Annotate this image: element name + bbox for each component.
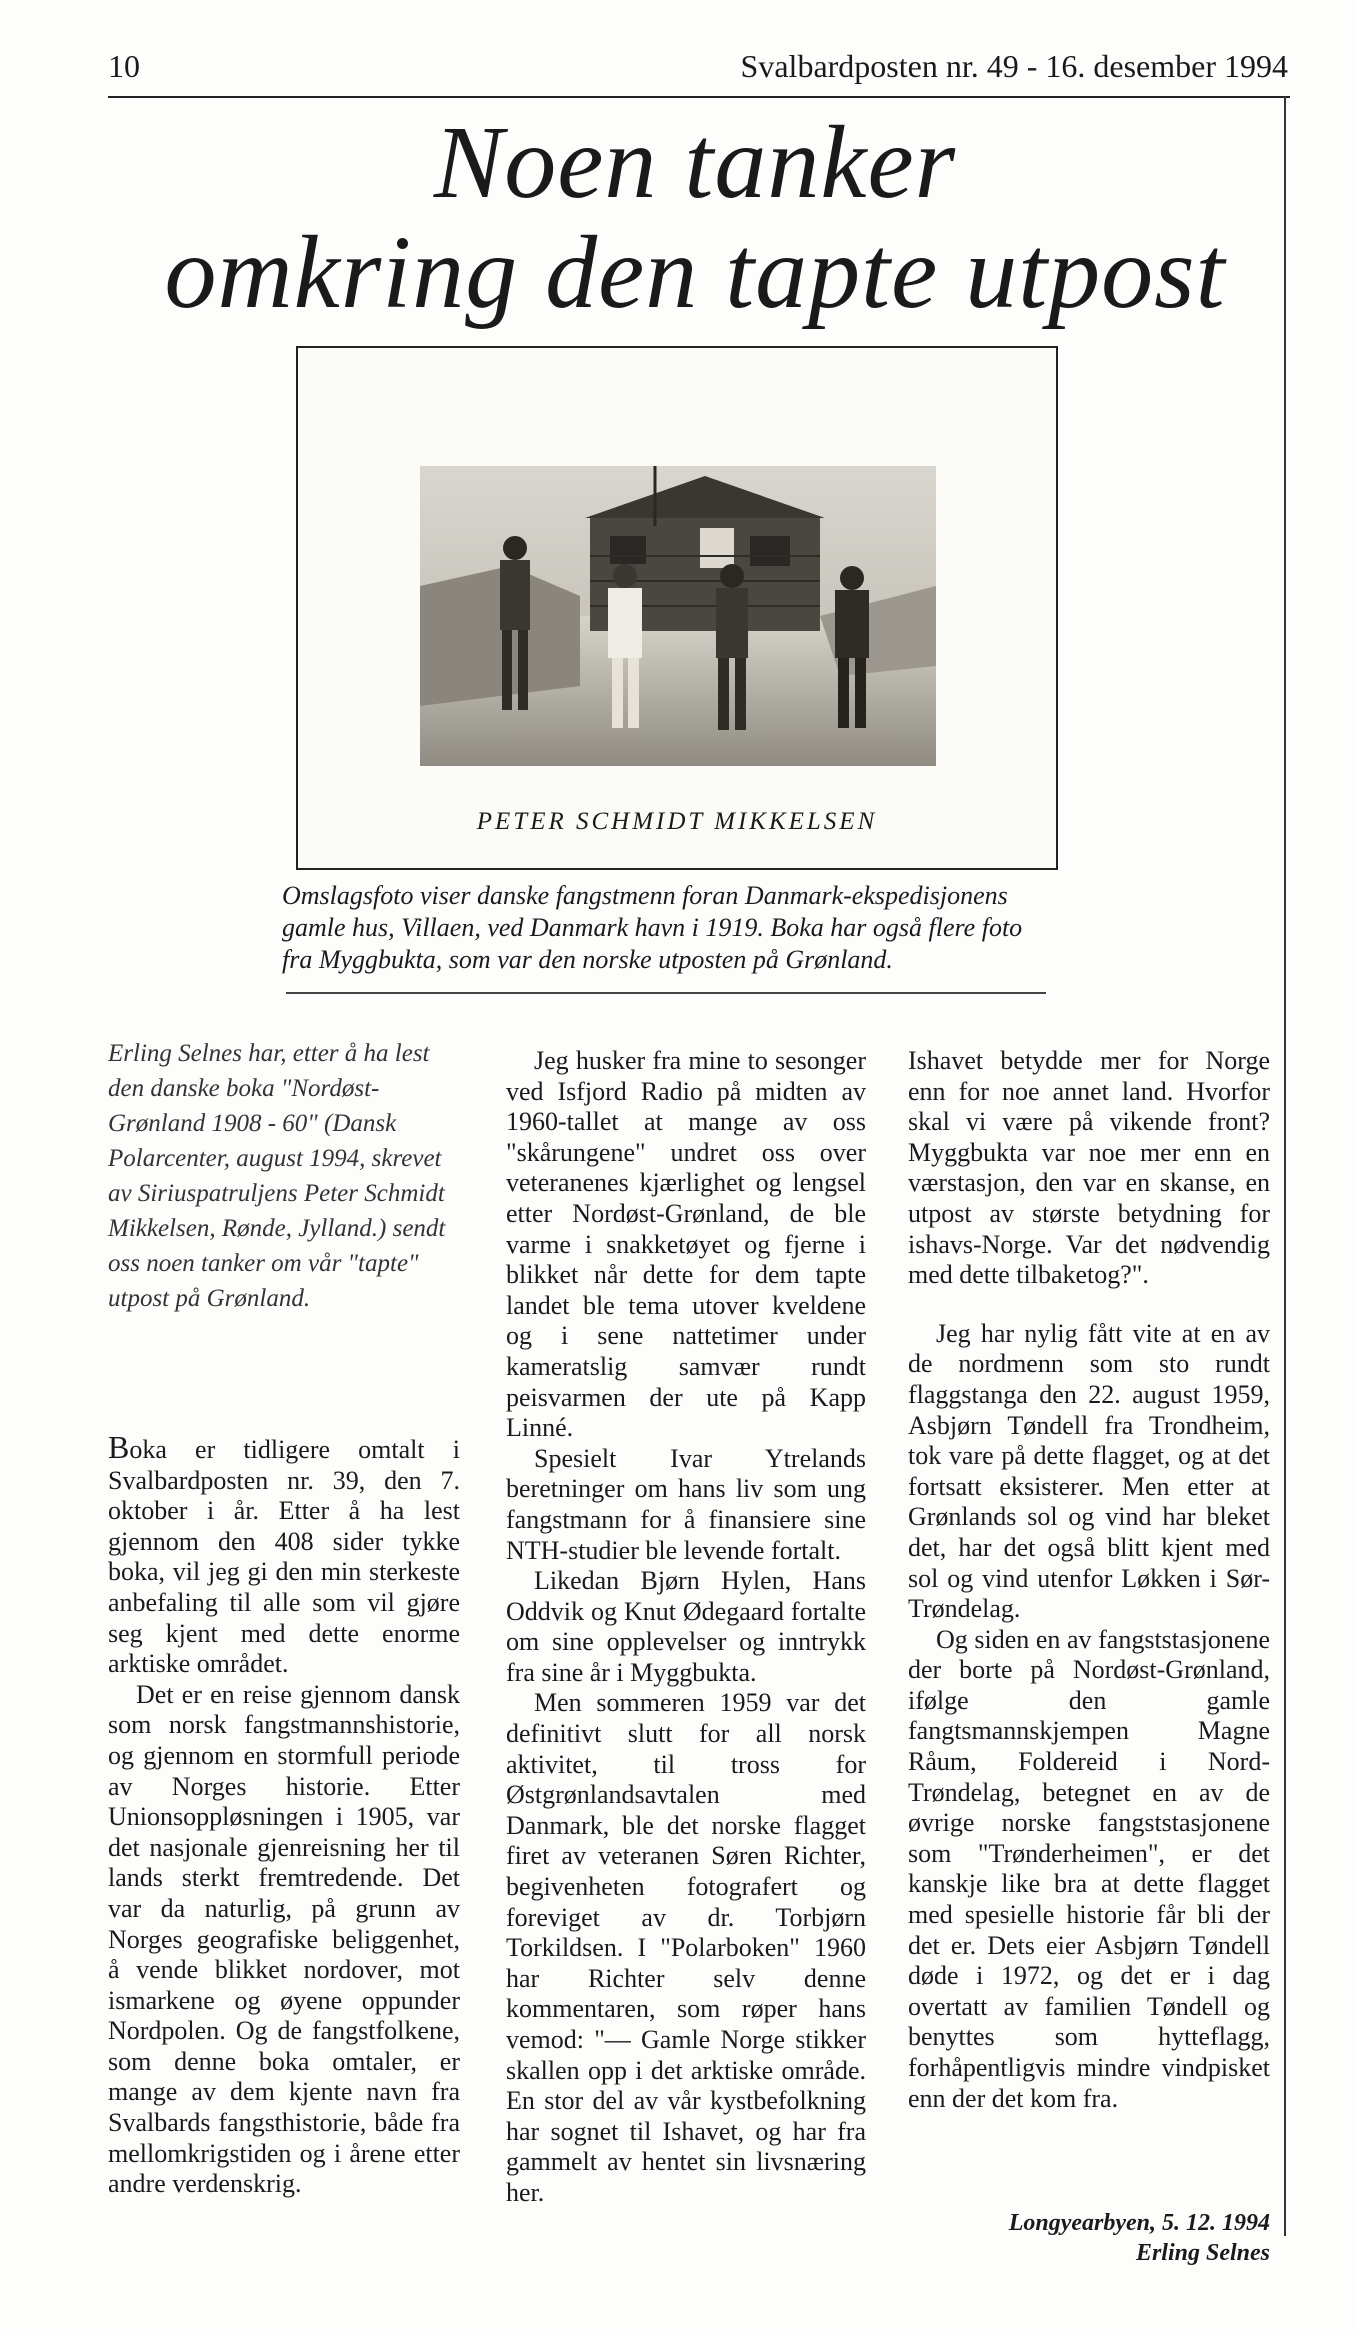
column-2-paragraph-1: Jeg husker fra mine to sesonger ved Isfjord Radio på midten av 1960-tallet at mange av oss "skårungene" undret oss over veteranenes kjærlighet og lengsel etter Nordøst-Grønland, de ble varme i snakketøyet og fjerne i blikket når dette for dem tapte landet ble tema utover kveldene og i sene nattetimer under kameratslig samvær rundt peisvarmen der ute på Kapp Linné. (506, 1046, 866, 1443)
column-1-paragraph-1 (108, 1429, 460, 1680)
photo-image (420, 466, 936, 766)
photo-credit: PETER SCHMIDT MIKKELSEN (476, 808, 878, 835)
photo-caption: Omslagsfoto viser danske fangstmenn foran Danmark-ekspedisjonens gamle hus, Villaen, ved Danmark havn i 1919. Boka har også flere foto fra Myggbukta, som var den norske utposten på Grønland. (282, 881, 1023, 974)
header-rule (108, 96, 1290, 98)
column-rule-right (1284, 96, 1286, 2236)
article-signoff (908, 2208, 1270, 2268)
publication-line: Svalbardposten nr. 49 - 16. desember 1994 (740, 48, 1288, 84)
signoff-place-date: Longyearbyen, 5. 12. 1994 (1008, 2210, 1270, 2236)
headline-line-2: omkring den tapte utpost (164, 215, 1226, 330)
headline-line-1: Noen tanker (433, 105, 957, 220)
column-1-paragraph-2: Det er en reise gjennom dansk som norsk fangstmannshistorie, og gjennom en stormfull periode av Norges historie. Etter Unionsoppløsningen i 1905, var det nasjonale gjenreisning her til lands sterkt fremtredende. Det var da naturlig, på grunn av Norges geografiske beliggenhet, å vende blikket nordover, mot ismarkene og øyene oppunder Nordpolen. Og de fangstfolkene, som denne boka omtaler, er mange av dem kjente navn fra Svalbards fangsthistorie, både fra mellomkrigstiden og i årene etter andre verdenskrig. (108, 1679, 460, 2199)
column-1-paragraph-1-text: oka er tidligere omtalt i Svalbardposten nr. 39, den 7. oktober i år. Etter å ha lest gjennom den 408 sider tykke boka, vil jeg gi den min sterkeste anbefaling til alle som vil gjøre seg kjent med dette enorme arktiske området. (108, 1435, 460, 1679)
article-intro: Erling Selnes har, etter å ha lest den danske boka "Nordøst-Grønland 1908 - 60" (Dansk Polarcenter, august 1994, skrevet av Siriuspatruljens Peter Schmidt Mikkelsen, Rønde, Jylland.) sendt oss noen tanker om vår "tapte" utpost på Grønland. (108, 1040, 446, 1312)
column-3-paragraph-2: Jeg har nylig fått vite at en av de nordmenn som sto rundt flaggstanga den 22. august 1959, Asbjørn Tøndell fra Trondheim, tok vare på dette flagget, og at det fortsatt eksisterer. Men etter at Grønlands sol og vind har bleket det, har det også blitt kjent med sol og vind utenfor Løkken i Sør-Trøndelag. (908, 1318, 1270, 1624)
article-column-3 (908, 1046, 1270, 2114)
column-2-paragraph-4: Men sommeren 1959 var det definitivt slutt for all norsk aktivitet, til tross for Østgrønlandsavtalen med Danmark, ble det norske flagget firet av veteranen Søren Richter, begivenheten fotografert og foreviget av dr. Torbjørn Torkildsen. I "Polarboken" 1960 har Richter selv denne kommentaren, som røper hans vemod: "— Gamle Norge stikker skallen opp i det arktiske område. En stor del av vår kystbefolkning har sognet til Ishavet, og har fra gammelt av hentet sin livsnæring her. (506, 1688, 866, 2207)
column-2-paragraph-3: Likedan Bjørn Hylen, Hans Oddvik og Knut Ødegaard fortalte om sine opplevelser og inntrykk fra sine år i Myggbukta. (506, 1566, 866, 1687)
caption-rule (286, 992, 1046, 994)
column-2-paragraph-2: Spesielt Ivar Ytrelands beretninger om hans liv som ung fangstmann for å finansiere sine NTH-studier ble levende fortalt. (506, 1443, 866, 1565)
article-column-2 (506, 1046, 866, 2209)
page-number: 10 (108, 48, 140, 84)
column-3-paragraph-1: Ishavet betydde mer for Norge enn for noe annet land. Hvorfor skal vi være på vikende front? Myggbukta var noe mer enn en værstasjon, den var en skanse, en utpost av største betydning for ishavs-Norge. Var det nødvendig med dette tilbaketog?". (908, 1046, 1270, 1290)
headline (110, 105, 1280, 330)
photo-trappers-at-house (420, 466, 936, 766)
page-header (108, 40, 1288, 96)
column-3-paragraph-3: Og siden en av fangststasjonene der borte på Nordøst-Grønland, ifølge den gamle fangtsmannskjempen Magne Råum, Foldereid i Nord-Trøndelag, betegnet en av de øvrige norske fangststasjonene som "Trønderheimen", er det kanskje like bra at dette flagget med spesielle historie får bli der det er. Dets eier Asbjørn Tøndell døde i 1972, og det er i dag overtatt av familien Tøndell og benyttes som hytteflagg, forhåpentligvis mindre vindpisket enn der det kom fra. (908, 1624, 1270, 2113)
signoff-author: Erling Selnes (1135, 2240, 1270, 2266)
article-column-1 (108, 1429, 460, 2200)
drop-cap: B (108, 1429, 130, 1465)
book-cover-photo-frame (296, 346, 1058, 870)
